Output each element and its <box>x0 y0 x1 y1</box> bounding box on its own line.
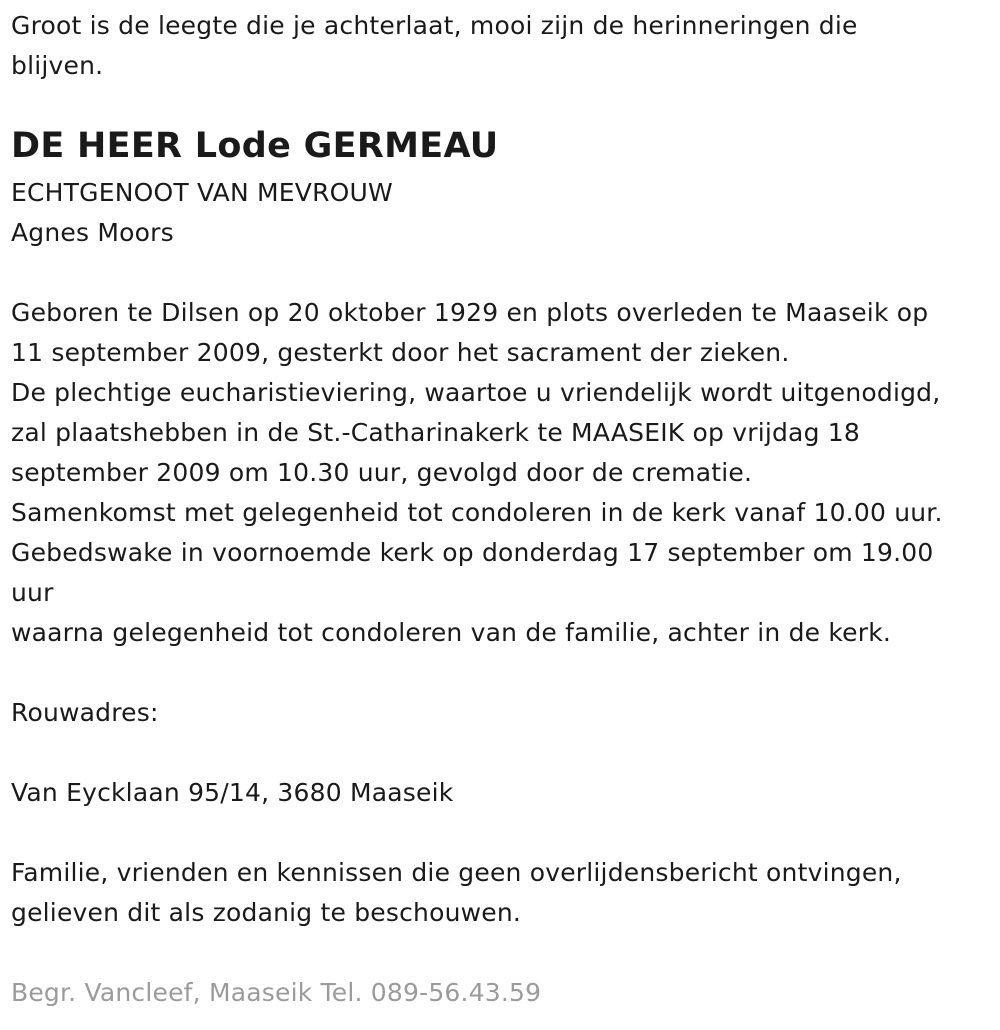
notice-line: gelieven dit als zodanig te beschouwen. <box>11 898 522 927</box>
address-label: Rouwadres: <box>11 698 159 727</box>
undertaker-footer <box>11 973 541 1013</box>
notice-line: Familie, vrienden en kennissen die geen overlijdensbericht ontvingen, <box>11 858 902 887</box>
address-value: Van Eycklaan 95/14, 3680 Maaseik <box>11 778 454 807</box>
announcement-block <box>11 293 943 653</box>
announcement-line: september 2009 om 10.30 uur, gevolgd door de crematie. <box>11 458 753 487</box>
spouse-name: Agnes Moors <box>11 218 174 247</box>
quote-line: blijven. <box>11 51 104 80</box>
announcement-line: 11 september 2009, gesterkt door het sacrament der zieken. <box>11 338 790 367</box>
announcement-line: Samenkomst met gelegenheid tot condoleren in de kerk vanaf 10.00 uur. <box>11 498 943 527</box>
announcement-line: Gebedswake in voornoemde kerk op donderdag 17 september om 19.00 <box>11 538 934 567</box>
opening-quote <box>11 6 858 86</box>
deceased-name: DE HEER Lode GERMEAU <box>11 126 499 166</box>
relation-text: ECHTGENOOT VAN MEVROUW <box>11 178 393 207</box>
quote-line: Groot is de leegte die je achterlaat, mooi zijn de herinneringen die <box>11 11 858 40</box>
announcement-line: De plechtige eucharistieviering, waartoe u vriendelijk wordt uitgenodigd, <box>11 378 941 407</box>
announcement-line: uur <box>11 578 54 607</box>
relation-block <box>11 173 393 253</box>
address-block <box>11 773 453 813</box>
announcement-line: Geboren te Dilsen op 20 oktober 1929 en plots overleden te Maaseik op <box>11 298 929 327</box>
announcement-line: zal plaatshebben in de St.-Catharinakerk te MAASEIK op vrijdag 18 <box>11 418 860 447</box>
undertaker-text: Begr. Vancleef, Maaseik Tel. 089-56.43.59 <box>11 978 542 1007</box>
notice-block <box>11 853 902 933</box>
announcement-line: waarna gelegenheid tot condoleren van de familie, achter in de kerk. <box>11 618 892 647</box>
address-label-block <box>11 693 159 733</box>
